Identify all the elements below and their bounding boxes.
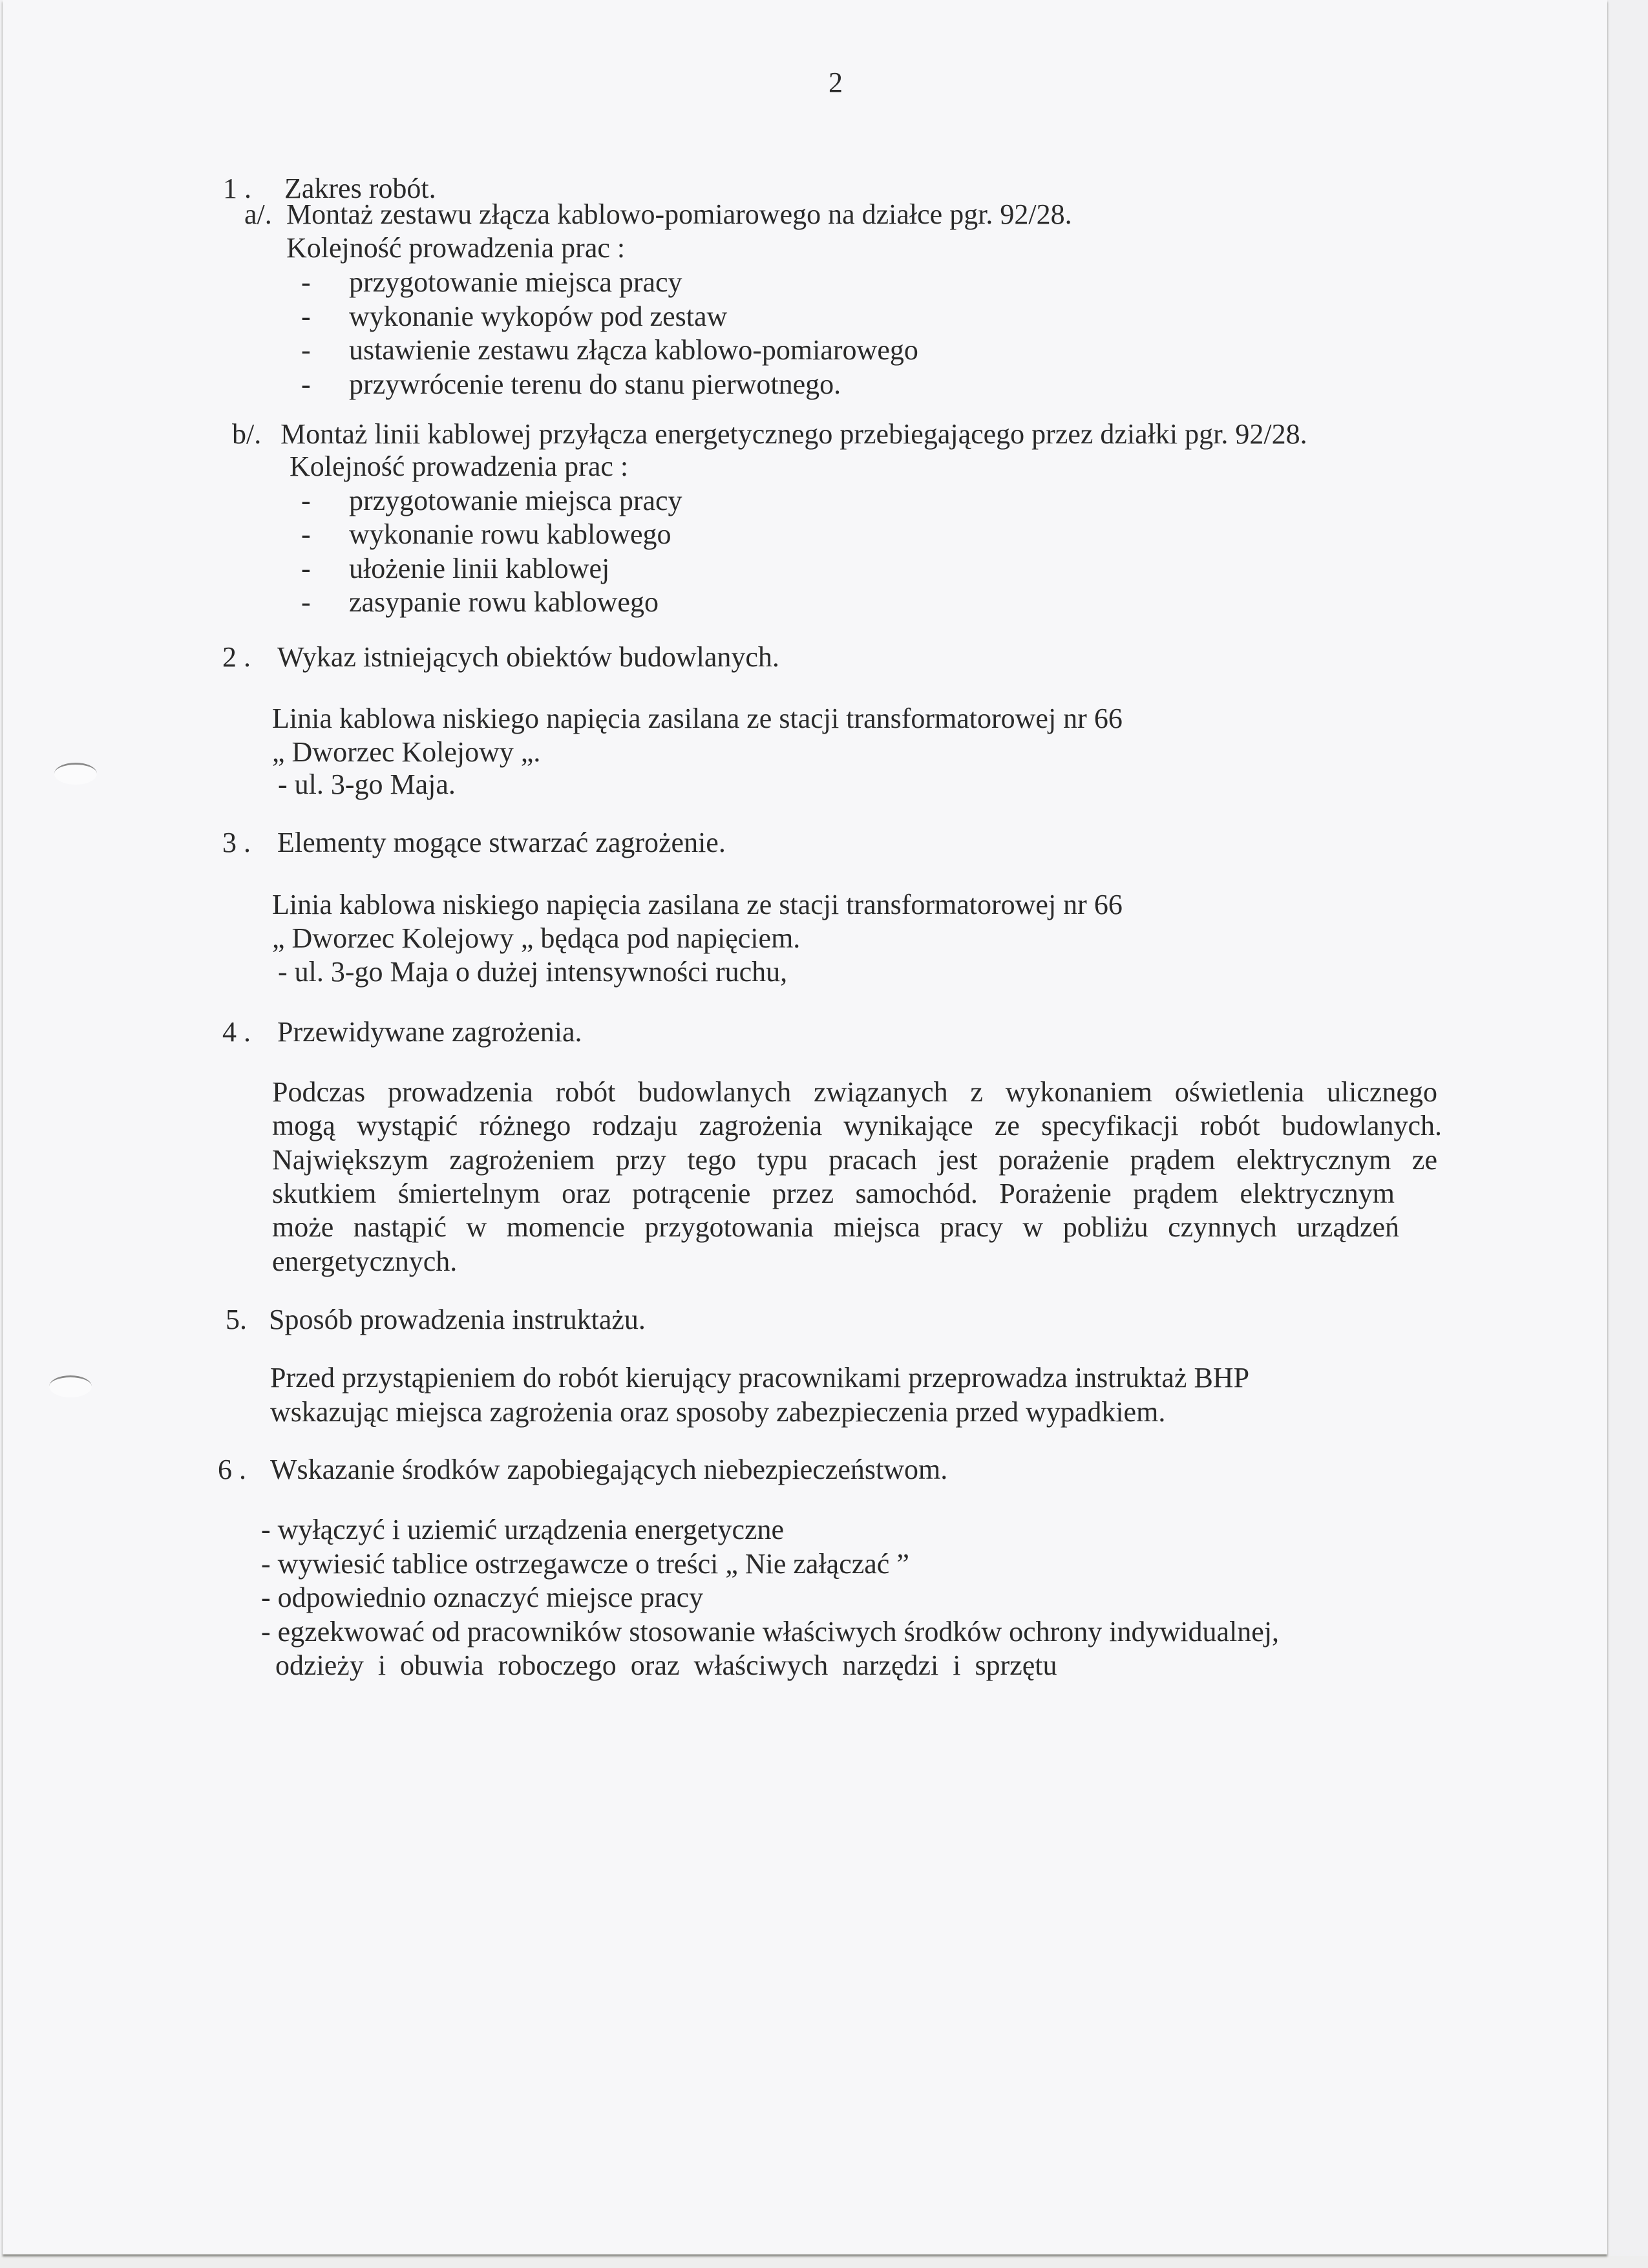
body-line: - ul. 3-go Maja o dużej intensywności ruchu, [278, 956, 788, 988]
body-line: energetycznych. [272, 1245, 458, 1277]
body-line: „ Dworzec Kolejowy „ będąca pod napięciem. [272, 922, 801, 954]
list-item: przywrócenie terenu do stanu pierwotnego. [349, 368, 841, 400]
section-number: 1 . [223, 173, 251, 204]
section-title: Elementy mogące stwarzać zagrożenie. [277, 827, 726, 858]
section-number: 6 . [218, 1454, 246, 1485]
subsection-text: Montaż zestawu złącza kablowo-pomiarowego na działce pgr. 92/28. [286, 198, 1072, 230]
section-title: Sposób prowadzenia instruktażu. [269, 1304, 646, 1335]
punch-hole-mark [49, 1375, 92, 1397]
body-line: Linia kablowa niskiego napięcia zasilana ze stacji transformatorowej nr 66 [272, 703, 1123, 734]
list-item: przygotowanie miejsca pracy [349, 266, 682, 298]
scanner-margin [1607, 0, 1648, 2268]
list-item: zasypanie rowu kablowego [349, 586, 659, 618]
body-line: Przed przystąpieniem do robót kierujący pracownikami przeprowadza instruktaż BHP [270, 1362, 1250, 1394]
list-item: ustawienie zestawu złącza kablowo-pomiarowego [349, 334, 918, 366]
dash-bullet: - [301, 266, 311, 298]
list-item: ułożenie linii kablowej [349, 553, 610, 584]
page-number: 2 [829, 67, 843, 98]
dash-bullet: - [301, 586, 311, 618]
body-line: Linia kablowa niskiego napięcia zasilana ze stacji transformatorowej nr 66 [272, 889, 1123, 920]
subsection-label: a/. [244, 198, 272, 230]
body-line: „ Dworzec Kolejowy „. [272, 736, 541, 768]
list-item: - wywiesić tablice ostrzegawcze o treści „ Nie załączać ” [261, 1548, 909, 1580]
body-line: Podczas prowadzenia robót budowlanych związanych z wykonaniem oświetlenia ulicznego [272, 1076, 1437, 1108]
punch-hole-mark [54, 763, 97, 785]
body-line: mogą wystąpić różnego rodzaju zagrożenia wynikające ze specyfikacji robót budowlanych. [272, 1110, 1442, 1141]
list-item: wykonanie wykopów pod zestaw [349, 301, 728, 332]
section-number: 5. [226, 1304, 247, 1335]
body-line: - ul. 3-go Maja. [278, 768, 456, 800]
body-line: wskazując miejsca zagrożenia oraz sposoby zabezpieczenia przed wypadkiem. [270, 1396, 1166, 1428]
list-item: - wyłączyć i uziemić urządzenia energetyczne [261, 1514, 785, 1545]
section-title: Zakres robót. [284, 173, 436, 204]
list-item: przygotowanie miejsca pracy [349, 485, 682, 516]
dash-bullet: - [301, 518, 311, 550]
section-number: 2 . [222, 641, 251, 673]
section-title: Wskazanie środków zapobiegających niebezpieczeństwom. [270, 1454, 948, 1485]
list-item: odzieży i obuwia roboczego oraz właściwych narzędzi i sprzętu [261, 1649, 1057, 1681]
body-line: może nastąpić w momencie przygotowania miejsca pracy w pobliżu czynnych urządzeń [272, 1211, 1399, 1243]
section-title: Wykaz istniejących obiektów budowlanych. [277, 641, 779, 673]
section-number: 3 . [222, 827, 251, 858]
section-number: 4 . [222, 1016, 251, 1048]
dash-bullet: - [301, 368, 311, 400]
order-label: Kolejność prowadzenia prac : [286, 232, 626, 264]
list-item: - odpowiednio oznaczyć miejsce pracy [261, 1582, 704, 1613]
dash-bullet: - [301, 553, 311, 584]
list-item: wykonanie rowu kablowego [349, 518, 671, 550]
body-line: skutkiem śmiertelnym oraz potrącenie przez samochód. Porażenie prądem elektrycznym [272, 1178, 1395, 1209]
section-title: Przewidywane zagrożenia. [277, 1016, 582, 1048]
scanner-bottom-edge [0, 2256, 1648, 2268]
list-item: - egzekwować od pracowników stosowanie właściwych środków ochrony indywidualnej, [261, 1616, 1280, 1648]
dash-bullet: - [301, 334, 311, 366]
dash-bullet: - [301, 485, 311, 516]
order-label: Kolejność prowadzenia prac : [290, 450, 629, 482]
dash-bullet: - [301, 301, 311, 332]
body-line: Największym zagrożeniem przy tego typu pracach jest porażenie prądem elektrycznym ze [272, 1144, 1437, 1176]
document-page [3, 0, 1607, 2254]
subsection-label: b/. [232, 418, 262, 450]
subsection-text: Montaż linii kablowej przyłącza energetycznego przebiegającego przez działki pgr. 92/28. [280, 418, 1307, 450]
